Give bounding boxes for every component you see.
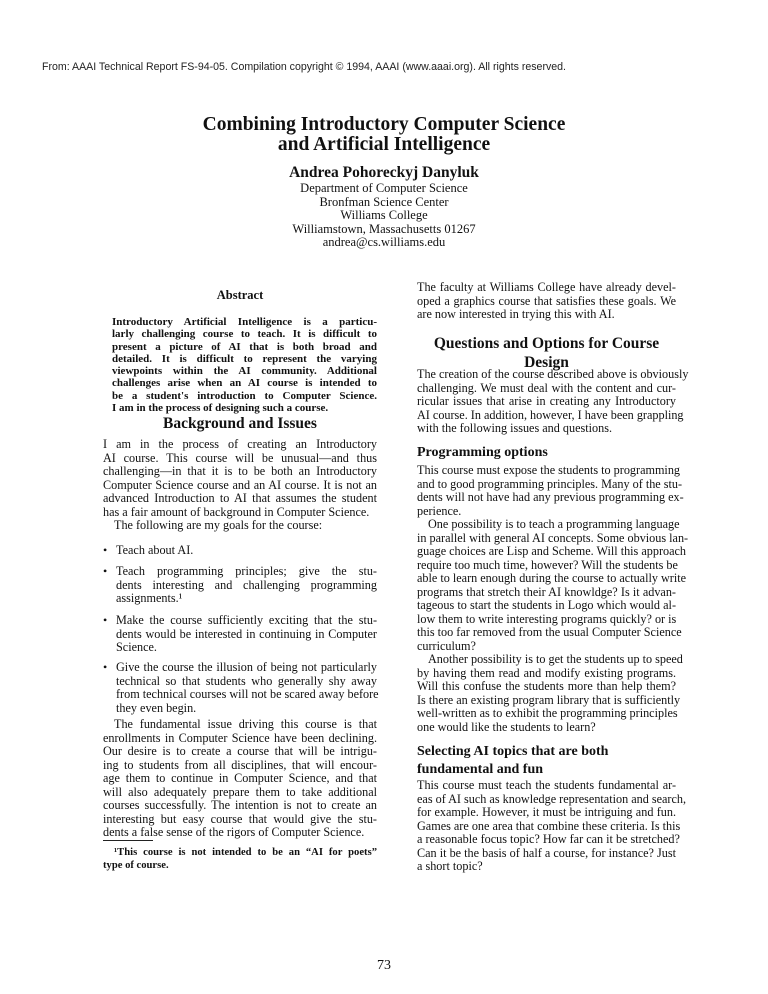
text-line: detailed. It is difficult to represent the varying [112, 352, 377, 365]
text-line: ricular issues that arise in creating any Introductory [417, 394, 676, 408]
text-line: Computer Science course and an AI course. It is not an [103, 477, 377, 492]
bullet-icon: • [103, 613, 108, 627]
text-line: they even begin. [116, 700, 197, 715]
text-line: tageous to start the students in Logo which would al- [417, 598, 676, 612]
text-line: advanced Introduction to AI that assumes the student [103, 491, 377, 505]
text-line: Another possibility is to get the students up to speed [428, 652, 683, 666]
text-line: be a student's introduction to Computer Science. [112, 389, 377, 402]
section-heading-background: Background and Issues [163, 415, 317, 432]
goal-bullet [103, 613, 377, 655]
section-heading-questions: Questions and Options for Course Design [433, 335, 660, 371]
goal-bullet [103, 660, 379, 715]
text-line: challenging—in that it is to be both an Introductory [103, 464, 377, 478]
programming-paragraph-2 [417, 517, 689, 653]
copyright-header: From: AAAI Technical Report FS-94-05. Compilation copyright © 1994, AAAI (www.aaai.org). All rights reserved. [42, 61, 566, 73]
text-line: The creation of the course described above is obviously [417, 367, 689, 381]
text-line: I am in the process of designing such a course. [112, 402, 329, 415]
text-line: One possibility is to teach a programming language [428, 517, 680, 531]
text-line: Can it be the basis of half a course, for instance? Just [417, 845, 676, 860]
text-line: able to learn enough during the course to actually write [417, 571, 687, 585]
abstract-heading: Abstract [216, 288, 264, 302]
text-line: low them to write interesting programs quickly? or is [417, 611, 677, 626]
text-line: from technical courses will not be scared away before [116, 687, 379, 701]
text-line: type of course. [103, 860, 169, 871]
motivation-paragraph [103, 718, 377, 840]
text-line: are now interested in trying this with AI. [417, 307, 615, 321]
bullet-icon: • [103, 543, 108, 557]
text-line: curriculum? [417, 638, 476, 653]
bullet-icon: • [103, 564, 108, 578]
email: andrea@cs.williams.edu [322, 235, 446, 250]
text-line: Games are one area that combine these criteria. Is this [417, 818, 681, 833]
text-line: by having them read and modify existing programs. [417, 665, 676, 680]
text-line: This course must teach the students fundamental ar- [417, 778, 676, 792]
text-line: dents a false sense of the rigors of Computer Science. [103, 825, 365, 839]
text-line: Introductory Artificial Intelligence is a particu- [112, 316, 377, 328]
text-line: Is there an existing program library that is sufficiently [417, 692, 681, 707]
text-line: has a fair amount of background in Computer Science. [103, 504, 370, 519]
text-line: AI course. This course will be unusual—and thus [103, 450, 377, 465]
text-line: well-written as to exhibit the programming principles [417, 706, 678, 720]
text-line: courses successfully. The intention is not to create an [103, 798, 377, 812]
page-number: 73 [377, 958, 391, 973]
text-line: Give the course the illusion of being not particularly [116, 660, 377, 674]
subsection-heading-selecting: Selecting AI topics that are both fundamental and fun [417, 744, 609, 777]
goals-intro [103, 519, 377, 533]
text-line: AI course. In addition, however, I have been grappling [417, 407, 684, 422]
text-line: one would like the students to learn? [417, 719, 596, 734]
text-line: ing to students from all disciplines, that will encour- [103, 757, 377, 772]
text-line: This course must expose the students to programming [417, 463, 681, 477]
faculty-paragraph [417, 281, 676, 322]
text-line: require too much time, however? Will the students be [417, 557, 678, 572]
college: Williams College [340, 208, 428, 223]
text-line: eas of AI such as knowledge representation and search, [417, 791, 687, 806]
paper-title-line-1: Combining Introductory Computer Science [202, 114, 566, 135]
text-line: dents will not have had any previous programming ex- [417, 490, 684, 504]
goal-bullet [103, 543, 377, 558]
department: Department of Computer Science [300, 181, 468, 195]
text-line: The fundamental issue driving this course is that [114, 717, 377, 731]
footnote [103, 846, 377, 872]
text-line: age them to continue in Computer Science, and that [103, 771, 377, 785]
text-line: Teach programming principles; give the stu- [116, 564, 377, 578]
text-line: ¹This course is not intended to be an “AI for poets” [114, 847, 377, 858]
text-line: I am in the process of creating an Introductory [103, 437, 377, 451]
paper-title-line-2: and Artificial Intelligence [277, 134, 491, 155]
text-line: Our desire is to create a course that will be intrigu- [103, 744, 377, 758]
text-line: Make the course sufficiently exciting that the stu- [116, 613, 377, 627]
text-line: a short topic? [417, 859, 483, 873]
text-line: interesting but easy course that would give the stu- [103, 811, 377, 826]
text-line: a reasonable focus topic? How far can it be stretched? [417, 832, 680, 846]
author-name: Andrea Pohoreckyj Danyluk [289, 164, 479, 181]
text-line: guage choices are Lisp and Scheme. Will this approach [417, 544, 687, 558]
text-line: Science. [116, 640, 157, 654]
text-line: this too far removed from the usual Computer Science [417, 625, 682, 639]
footnote-rule [103, 840, 153, 841]
text-line: enrollments in Computer Science have been declining. [103, 730, 377, 745]
text-line: for example. However, it must be intriguing and fun. [417, 805, 676, 819]
abstract-text [112, 316, 377, 414]
text-line: Teach about AI. [116, 543, 194, 557]
text-line: oped a graphics course that satisfies these goals. We [417, 293, 676, 308]
text-line: challenging. We must deal with the content and cur- [417, 380, 676, 395]
programming-paragraph-3 [417, 652, 683, 734]
text-line: technical so that students who generally shy away [116, 673, 377, 688]
text-line: programs that stretch their AI knowldge? Is it advan- [417, 584, 676, 599]
background-paragraph [103, 438, 377, 519]
text-line: perience. [417, 503, 462, 518]
goal-bullet [103, 564, 377, 606]
text-line: with the following issues and questions. [417, 421, 612, 435]
text-line: and to good programming principles. Many of the stu- [417, 476, 683, 491]
programming-paragraph-1 [417, 463, 684, 518]
text-line: challenges arise when an AI course is intended to [112, 377, 377, 390]
text-line: The faculty at Williams College have already devel- [417, 280, 676, 294]
text-line: The following are my goals for the course: [114, 518, 323, 532]
selecting-paragraph [417, 778, 687, 874]
text-line: Will this confuse the students more than help them? [417, 679, 676, 693]
center: Bronfman Science Center [319, 194, 449, 209]
text-line: assignments.¹ [116, 591, 183, 605]
questions-paragraph [417, 367, 689, 436]
bullet-icon: • [103, 660, 108, 674]
text-line: dents would be interested in continuing in Computer [116, 626, 377, 641]
text-line: will also adequately prepare them to take additional [103, 784, 377, 799]
text-line: dents interesting and challenging programming [116, 577, 377, 592]
affiliation [0, 182, 768, 250]
subsection-heading-programming: Programming options [417, 445, 548, 460]
text-line: present a picture of AI that is both broad and [112, 340, 377, 353]
text-line: in parallel with general AI concepts. Some obvious lan- [417, 530, 689, 545]
address: Williamstown, Massachusetts 01267 [292, 221, 476, 236]
text-line: viewpoints within the AI community. Additional [112, 365, 377, 378]
text-line: larly challenging course to teach. It is difficult to [112, 328, 377, 341]
